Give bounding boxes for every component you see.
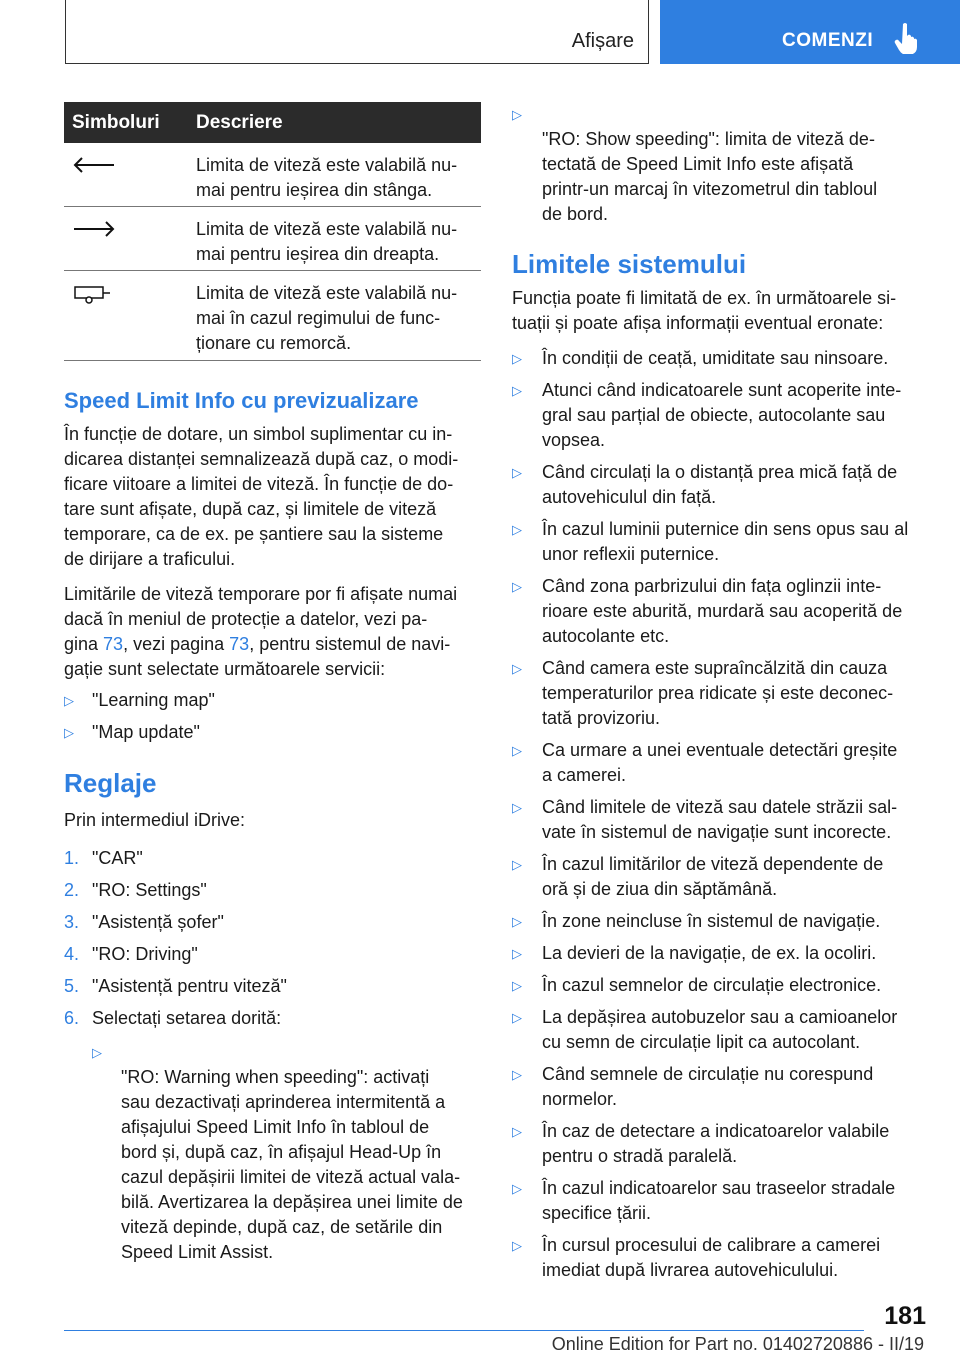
list-item-text: În caz de detectare a indicatoarelor valabile pentru o stradă paralelă. [542,1121,890,1166]
list-item-text: La depășirea autobuzelor sau a camioanelor cu semn de circulație lipit ca autocolant. [542,1007,898,1052]
paragraph-text: , vezi pagina [123,634,230,654]
step-text: Selectați setarea dorită: [92,1008,282,1028]
bullet-triangle-icon: ▷ [512,579,522,594]
step-text: "RO: Settings" [92,880,207,900]
step-item [64,974,287,999]
table-row [64,143,481,207]
col-symbol-header: Simboluri [72,111,160,133]
paragraph-text: Limitările de viteză temporare por fi afișate numai dacă în meniul de protecție a datelor, vezi pa- gina [64,584,458,654]
list-item [512,852,932,902]
table-cell-description: Limita de viteză este valabilă nu- mai în cazul regimului de func- ționare cu remorcă. [196,283,458,353]
list-item-text: "Learning map" [92,690,215,710]
bullet-triangle-icon: ▷ [512,383,522,398]
step-text: "RO: Driving" [92,944,198,964]
tab-comenzi[interactable] [660,0,960,64]
right-column [512,102,932,1290]
arrow-left-icon [72,155,116,175]
step-number: 2. [64,880,80,900]
list-item-text: "RO: Show speeding": limita de viteză de- tectată de Speed Limit Info este afișată printr-un marcaj în vitezometrul din tabloul de bord. [542,129,878,224]
bullet-triangle-icon: ▷ [512,743,522,758]
table-header [64,102,481,143]
list-item [512,1176,932,1226]
step-number: 5. [64,976,80,996]
list-item [64,720,484,745]
list-item [512,941,932,966]
list-item [512,346,932,371]
step-number: 3. [64,912,80,932]
limits-list [512,346,932,1283]
list-item-text: Atunci când indicatoarele sunt acoperite inte- gral sau parțial de obiecte, autocolante sau vopsea. [542,380,902,450]
list-item-text: În cazul semnelor de circulație electronice. [542,975,882,995]
limits-intro: Funcția poate fi limitată de ex. în următoarele si- tuații și poate afișa informații eventual eronate: [512,288,897,333]
bullet-triangle-icon: ▷ [512,914,522,929]
list-item-text: Când limitele de viteză sau datele străzii sal- vate în sistemul de navigație sunt incorecte. [542,797,898,842]
hand-pointer-icon [894,22,922,54]
step-number: 1. [64,848,80,868]
step-item [64,878,207,903]
section-title-preview: Speed Limit Info cu previzualizare [64,388,419,413]
list-item-text: În condiții de ceață, umiditate sau ninsoare. [542,348,889,368]
tab-afisare[interactable] [65,0,649,64]
step-item [64,910,224,935]
bullet-triangle-icon: ▷ [512,107,522,122]
bullet-triangle-icon: ▷ [512,522,522,537]
bullet-triangle-icon: ▷ [512,661,522,676]
list-item [512,656,932,731]
col-description-header: Descriere [196,111,283,133]
paragraph-preview-2 [64,582,484,682]
list-item-text: În cazul indicatoarelor sau traseelor stradale specifice țării. [542,1178,896,1223]
list-item [512,738,932,788]
footer-divider [64,1330,864,1331]
list-item-text: "RO: Warning when speeding": activați sau dezactivați aprinderea intermitentă a afișajului Speed Limit Info în tabloul de bord și, după caz, în afișajul Head-Up în cazul depășirii limitei de viteză actual vala- bilă. Avertizarea la depășirea unei limite de viteză depinde, după caz, de setările din Speed Limit Assist. [121,1067,463,1262]
table-cell-description: Limita de viteză este valabilă nu- mai pentru ieșirea din dreapta. [196,219,458,264]
paragraph-text: , pentru sistemul de navi- gație sunt selectate următoarele servicii: [64,634,451,679]
step-item [64,846,143,871]
step-item [64,1006,281,1031]
bullet-triangle-icon: ▷ [512,978,522,993]
footer-edition: Online Edition for Part no. 01402720886 - II/19 [551,1334,924,1354]
list-item-text: Când camera este supraîncălzită din cauza temperaturilor prea ridicate și este deconec- tată provizoriu. [542,658,894,728]
step-text: "Asistență șofer" [92,912,224,932]
bullet-triangle-icon: ▷ [512,1010,522,1025]
table-row [64,207,481,271]
table-row [64,271,481,361]
symbol-table [64,102,481,361]
list-item-text: La devieri de la navigație, de ex. la ocoliri. [542,943,877,963]
list-item [512,973,932,998]
step-text: "Asistență pentru viteză" [92,976,287,996]
page-link[interactable]: 73 [229,634,250,654]
bullet-triangle-icon: ▷ [512,1181,522,1196]
bullet-triangle-icon: ▷ [512,1124,522,1139]
list-item [512,1062,932,1112]
bullet-triangle-icon: ▷ [512,351,522,366]
bullet-triangle-icon: ▷ [64,725,74,740]
step-item [64,942,198,967]
paragraph-preview-1: În funcție de dotare, un simbol suplimentar cu in- dicarea distanței semnalizează după caz, o modi- ficare viitoare a limitei de viteză. În funcție de do- tare sunt afișate, după caz, și limitele de viteză temporare, ca de ex. pe șantiere sau la sisteme de dirijare a traficului. [64,424,459,569]
bullet-triangle-icon: ▷ [512,1067,522,1082]
list-item [512,102,932,227]
section-title-limits: Limitele sistemului [512,249,747,279]
list-item [512,460,932,510]
bullet-triangle-icon: ▷ [512,800,522,815]
tab-afisare-label: Afișare [571,30,634,52]
page-number: 181 [884,1302,926,1330]
list-item-text: Când zona parbrizului din fața oglinzii inte- rioare este aburită, murdară sau acoperită de autocolante etc. [542,576,903,646]
list-item-text: În cursul procesului de calibrare a camerei imediat după livrarea autovehiculului. [542,1235,881,1280]
page-link[interactable]: 73 [103,634,124,654]
trailer-icon [72,283,112,305]
bullet-triangle-icon: ▷ [64,693,74,708]
step-number: 4. [64,944,80,964]
list-item-text: În zone neincluse în sistemul de navigație. [542,911,881,931]
settings-intro: Prin intermediul iDrive: [64,810,246,830]
list-item [512,795,932,845]
list-item [512,1233,932,1283]
bullet-triangle-icon: ▷ [512,857,522,872]
bullet-triangle-icon: ▷ [512,1238,522,1253]
section-title-settings: Reglaje [64,768,157,798]
table-cell-description: Limita de viteză este valabilă nu- mai pentru ieșirea din stânga. [196,155,458,200]
list-item [512,1119,932,1169]
list-item [512,574,932,649]
bullet-triangle-icon: ▷ [92,1045,102,1060]
bullet-triangle-icon: ▷ [512,946,522,961]
list-item [512,909,932,934]
step-text: "CAR" [92,848,143,868]
bullet-triangle-icon: ▷ [512,465,522,480]
list-item [512,517,932,567]
list-item-text: Ca urmare a unei eventuale detectări greșite a camerei. [542,740,898,785]
list-item-text: "Map update" [92,722,200,742]
list-item [92,1040,484,1265]
arrow-right-icon [72,219,116,239]
list-item [64,688,484,713]
tab-comenzi-label: COMENZI [782,30,874,51]
list-item-text: Când semnele de circulație nu corespund normelor. [542,1064,874,1109]
list-item-text: În cazul luminii puternice din sens opus sau al unor reflexii puternice. [542,519,909,564]
list-item [512,1005,932,1055]
list-item-text: Când circulați la o distanță prea mică față de autovehiculul din față. [542,462,898,507]
list-item [512,378,932,453]
step-number: 6. [64,1008,80,1028]
list-item-text: În cazul limitărilor de viteză dependente de oră și de ziua din săptămână. [542,854,884,899]
